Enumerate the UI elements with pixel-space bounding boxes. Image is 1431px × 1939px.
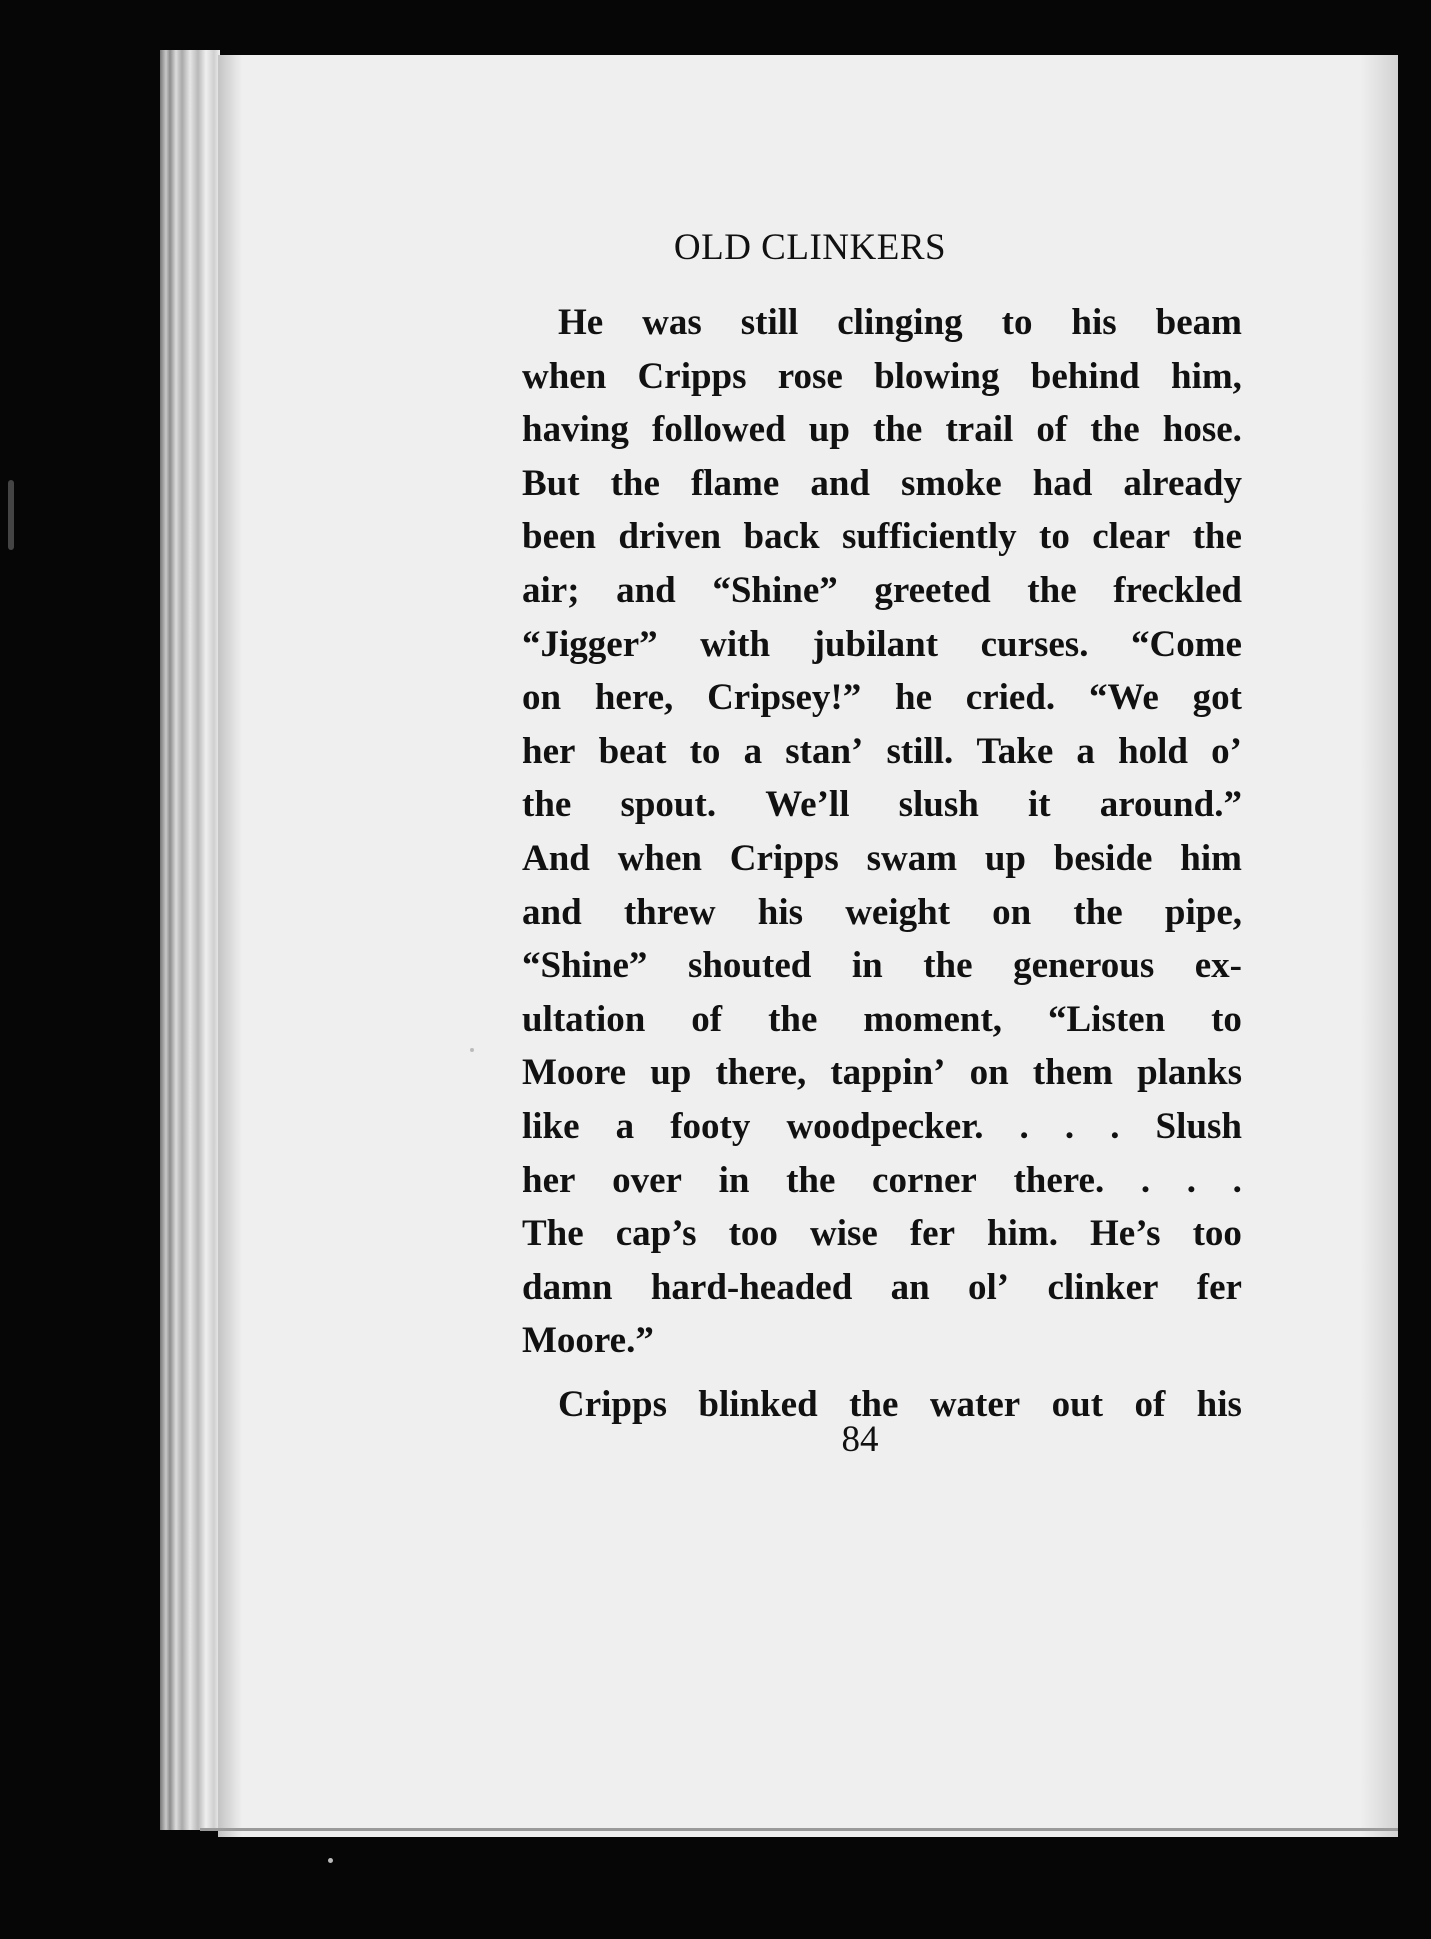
word: o’: [1211, 730, 1242, 772]
word: there,: [715, 1052, 807, 1094]
word: of: [1134, 1383, 1166, 1425]
word: air;: [522, 569, 580, 611]
word: rose: [777, 355, 843, 397]
word: to: [689, 730, 721, 772]
body-text: [522, 296, 1242, 1431]
text-line: [522, 778, 1242, 832]
word: weight: [845, 891, 951, 933]
word: and: [810, 462, 870, 504]
page-bottom-edge: [200, 1828, 1398, 1831]
spine-shadow: [218, 55, 242, 1837]
text-line: [522, 993, 1242, 1047]
word: ol’: [968, 1266, 1010, 1308]
word: up: [808, 409, 850, 451]
word: on: [969, 1052, 1009, 1094]
word: with: [700, 623, 771, 665]
word: water: [929, 1383, 1021, 1425]
word: tappin’: [830, 1052, 946, 1094]
word: smoke: [900, 462, 1002, 504]
word: followed: [652, 409, 786, 451]
word: trail: [945, 409, 1014, 451]
text-line: [522, 939, 1242, 993]
word: behind: [1030, 355, 1140, 397]
text-line: [522, 1314, 1242, 1368]
text-line: [522, 832, 1242, 886]
word: out: [1051, 1383, 1104, 1425]
word: of: [1036, 409, 1068, 451]
word: his: [1196, 1383, 1242, 1425]
word: when: [617, 837, 702, 879]
word: .: [1186, 1159, 1196, 1201]
scan-artifact: [8, 480, 14, 550]
word: cap’s: [615, 1213, 697, 1255]
word: the: [1027, 569, 1077, 611]
word: shouted: [687, 945, 812, 987]
right-edge-shadow: [1360, 55, 1398, 1837]
word: greeted: [874, 569, 991, 611]
word: it: [1027, 784, 1051, 826]
word: still: [740, 302, 799, 343]
word: Cripsey!”: [707, 677, 862, 719]
word: too: [728, 1213, 778, 1255]
word: slush: [898, 784, 979, 826]
word: flame: [690, 462, 780, 504]
text-line: [522, 403, 1242, 457]
word: beside: [1053, 837, 1153, 879]
word: the: [849, 1383, 899, 1425]
word: “Jigger”: [522, 623, 658, 665]
word: blinked: [698, 1383, 818, 1425]
word: spout.: [620, 784, 717, 826]
word: when: [522, 355, 607, 397]
word: stan’: [785, 730, 864, 772]
word: on: [992, 891, 1032, 933]
word: in: [718, 1159, 750, 1201]
word: woodpecker.: [786, 1105, 984, 1147]
word: .: [1019, 1105, 1029, 1147]
word: the: [1192, 516, 1242, 558]
word: “Shine”: [522, 945, 648, 987]
word: .: [1232, 1159, 1242, 1201]
text-line: [522, 725, 1242, 779]
word: the: [1073, 891, 1123, 933]
word: a: [1076, 730, 1095, 772]
text-line: [522, 1207, 1242, 1261]
word: and: [616, 569, 676, 611]
word: beam: [1155, 302, 1242, 343]
word: “Shine”: [712, 569, 838, 611]
word: He’s: [1090, 1213, 1161, 1255]
word: The: [522, 1213, 584, 1255]
word: blowing: [874, 355, 1000, 397]
word: generous: [1013, 945, 1155, 987]
word: having: [522, 409, 629, 451]
running-head: OLD CLINKERS: [673, 227, 947, 268]
word: here,: [594, 677, 674, 719]
word: in: [851, 945, 883, 987]
word: .: [1110, 1105, 1120, 1147]
word: his: [757, 891, 804, 933]
word: him.: [987, 1213, 1058, 1255]
word: over: [612, 1159, 682, 1201]
text-line: [522, 1100, 1242, 1154]
text-line: [522, 1261, 1242, 1315]
word: already: [1123, 462, 1242, 504]
word: clinker: [1047, 1266, 1159, 1308]
word: there.: [1013, 1159, 1105, 1201]
word: an: [890, 1266, 930, 1308]
word: We’ll: [765, 784, 850, 826]
page-number: 84: [841, 1419, 879, 1460]
word: up: [984, 837, 1026, 879]
word: the: [610, 462, 660, 504]
word: Slush: [1155, 1105, 1242, 1147]
word: the: [1090, 409, 1140, 451]
word: Cripps: [729, 837, 839, 879]
word: them: [1032, 1052, 1113, 1094]
word: threw: [623, 891, 716, 933]
word: been: [522, 516, 596, 558]
word: the: [923, 945, 973, 987]
word: got: [1192, 677, 1242, 719]
text-line: [522, 510, 1242, 564]
scan-artifact: [470, 1048, 474, 1052]
word: his: [1071, 302, 1117, 343]
word: curses.: [980, 623, 1089, 665]
word: hose.: [1162, 409, 1242, 451]
word: back: [743, 516, 820, 558]
word: fer: [909, 1213, 955, 1255]
word: beat: [598, 730, 667, 772]
word: clear: [1092, 516, 1171, 558]
word: sufficiently: [841, 516, 1017, 558]
word: But: [522, 462, 580, 504]
word: the: [522, 784, 572, 826]
word: on: [522, 677, 562, 719]
word: around.”: [1099, 784, 1242, 826]
word: was: [642, 302, 702, 343]
word: swam: [866, 837, 958, 879]
word: up: [650, 1052, 692, 1094]
word: ultation: [522, 998, 646, 1040]
word: damn: [522, 1266, 613, 1308]
word: corner: [872, 1159, 977, 1201]
text-line: [522, 457, 1242, 511]
word: him,: [1171, 355, 1242, 397]
word: freckled: [1113, 569, 1242, 611]
word: the: [768, 998, 818, 1040]
word: “Come: [1131, 623, 1242, 665]
page-edges: [160, 50, 220, 1830]
word: Moore.”: [522, 1320, 654, 1362]
word: like: [522, 1105, 580, 1147]
word: too: [1192, 1213, 1242, 1255]
word: still.: [886, 730, 954, 772]
word: cried.: [965, 677, 1056, 719]
word: And: [522, 837, 590, 879]
word: had: [1032, 462, 1093, 504]
word: the: [786, 1159, 836, 1201]
word: .: [1140, 1159, 1151, 1201]
word: to: [1001, 302, 1033, 343]
word: her: [522, 730, 576, 772]
word: He: [558, 302, 604, 343]
word: Cripps: [637, 355, 747, 397]
word: a: [743, 730, 763, 772]
text-line: [522, 1154, 1242, 1208]
word: a: [615, 1105, 635, 1147]
word: Take: [976, 730, 1054, 772]
text-line: [522, 618, 1242, 672]
word: ex-: [1194, 945, 1242, 987]
word: Cripps: [558, 1383, 667, 1425]
word: clinging: [837, 302, 963, 343]
word: the: [873, 409, 923, 451]
text-line: [522, 296, 1242, 350]
text-line: [522, 886, 1242, 940]
word: her: [522, 1159, 576, 1201]
word: footy: [670, 1105, 751, 1147]
word: moment,: [863, 998, 1003, 1040]
word: fer: [1196, 1266, 1242, 1308]
word: driven: [618, 516, 722, 558]
word: he: [895, 677, 933, 719]
word: .: [1064, 1105, 1075, 1147]
word: to: [1039, 516, 1070, 558]
word: to: [1211, 998, 1242, 1040]
word: jubilant: [812, 623, 939, 665]
word: hold: [1118, 730, 1189, 772]
text-line: [522, 1046, 1242, 1100]
text-line: [522, 671, 1242, 725]
text-line: [522, 350, 1242, 404]
scan-artifact: [328, 1858, 333, 1863]
word: pipe,: [1164, 891, 1242, 933]
word: hard-headed: [650, 1266, 853, 1308]
word: planks: [1137, 1052, 1242, 1094]
word: “Listen: [1047, 998, 1166, 1040]
word: “We: [1088, 677, 1159, 719]
word: him: [1180, 837, 1242, 879]
word: wise: [809, 1213, 878, 1255]
word: and: [522, 891, 582, 933]
text-line: [522, 564, 1242, 618]
word: of: [691, 998, 723, 1040]
word: Moore: [522, 1052, 627, 1094]
